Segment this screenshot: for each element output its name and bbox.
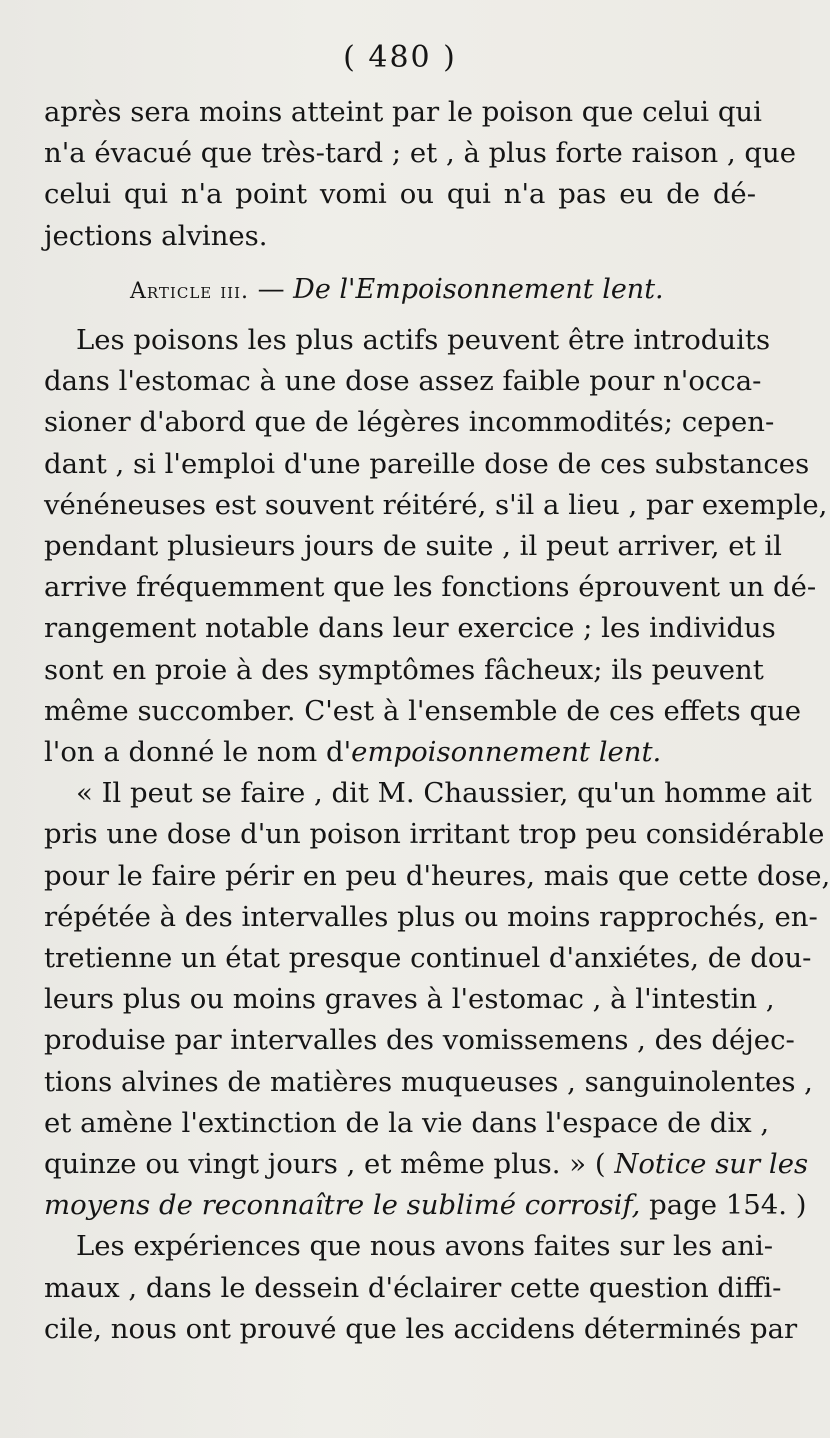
page-number: ( 480 ) <box>343 40 457 75</box>
text-fragment: l'on a donné le nom d' <box>44 736 352 769</box>
text-line: dant , si l'emploi d'une pareille dose de ces substances <box>44 447 810 480</box>
text-line: rangement notable dans leur exercice ; les individus <box>44 612 776 645</box>
citation-page: page 154. ) <box>640 1189 807 1222</box>
text-line: vénéneuses est souvent réitéré, s'il a lieu , par exemple, <box>44 488 828 521</box>
quote-line: répétée à des intervalles plus ou moins rapprochés, en- <box>44 900 818 933</box>
quote-line: tions alvines de matières muqueuses , sanguinolentes , <box>44 1065 813 1098</box>
italic-term: empoisonnement lent. <box>351 736 662 769</box>
citation-title: Notice sur les <box>614 1148 809 1181</box>
quote-line: produise par intervalles des vomissemens , des déjec- <box>44 1024 795 1057</box>
quote-line: et amène l'extinction de la vie dans l'espace de dix , <box>44 1106 770 1139</box>
body-text <box>44 92 830 1350</box>
quote-line: leurs plus ou moins graves à l'estomac , à l'intestin , <box>44 983 775 1016</box>
text-line: dans l'estomac à une dose assez faible pour n'occa- <box>44 365 762 398</box>
citation-line <box>44 1185 807 1226</box>
quote-line <box>44 1144 809 1185</box>
text-line: sioner d'abord que de légères incommodités; cepen- <box>44 406 775 439</box>
text-line: Les expériences que nous avons faites sur les ani- <box>76 1230 774 1263</box>
text-line: cile, nous ont prouvé que les accidens déterminés par <box>44 1312 798 1345</box>
text-line <box>44 732 756 773</box>
text-line: pendant plusieurs jours de suite , il peut arriver, et il <box>44 530 782 563</box>
citation-title: moyens de reconnaître le sublimé corrosif, <box>44 1189 641 1222</box>
quote-line: tretienne un état presque continuel d'anxiétes, de dou- <box>44 942 812 975</box>
article-number: Article iii. <box>130 278 249 304</box>
text-fragment: quinze ou vingt jours , et même plus. » ( <box>44 1148 615 1181</box>
text-line: après sera moins atteint par le poison que celui qui <box>44 96 762 128</box>
quote-line: « Il peut se faire , dit M. Chaussier, qu'un homme ait <box>76 777 812 810</box>
text-line: jections alvines. <box>44 219 268 252</box>
article-heading <box>44 269 756 312</box>
heading-separator: — <box>249 273 294 305</box>
text-line: maux , dans le dessein d'éclairer cette question diffi- <box>44 1271 782 1304</box>
text-line: celui qui n'a point vomi ou qui n'a pas eu de dé- <box>44 178 756 211</box>
quote-line: pris une dose d'un poison irritant trop peu considérable <box>44 818 825 851</box>
text-line: arrive fréquemment que les fonctions éprouvent un dé- <box>44 571 817 604</box>
text-line: même succomber. C'est à l'ensemble de ces effets que <box>44 694 802 727</box>
text-line: Les poisons les plus actifs peuvent être introduits <box>76 324 771 357</box>
article-title: De l'Empoisonnement lent. <box>293 273 664 305</box>
text-line: n'a évacué que très-tard ; et , à plus forte raison , que <box>44 137 797 170</box>
text-line: sont en proie à des symptômes fâcheux; ils peuvent <box>44 653 764 686</box>
quote-line: pour le faire périr en peu d'heures, mais que cette dose, <box>44 859 830 892</box>
